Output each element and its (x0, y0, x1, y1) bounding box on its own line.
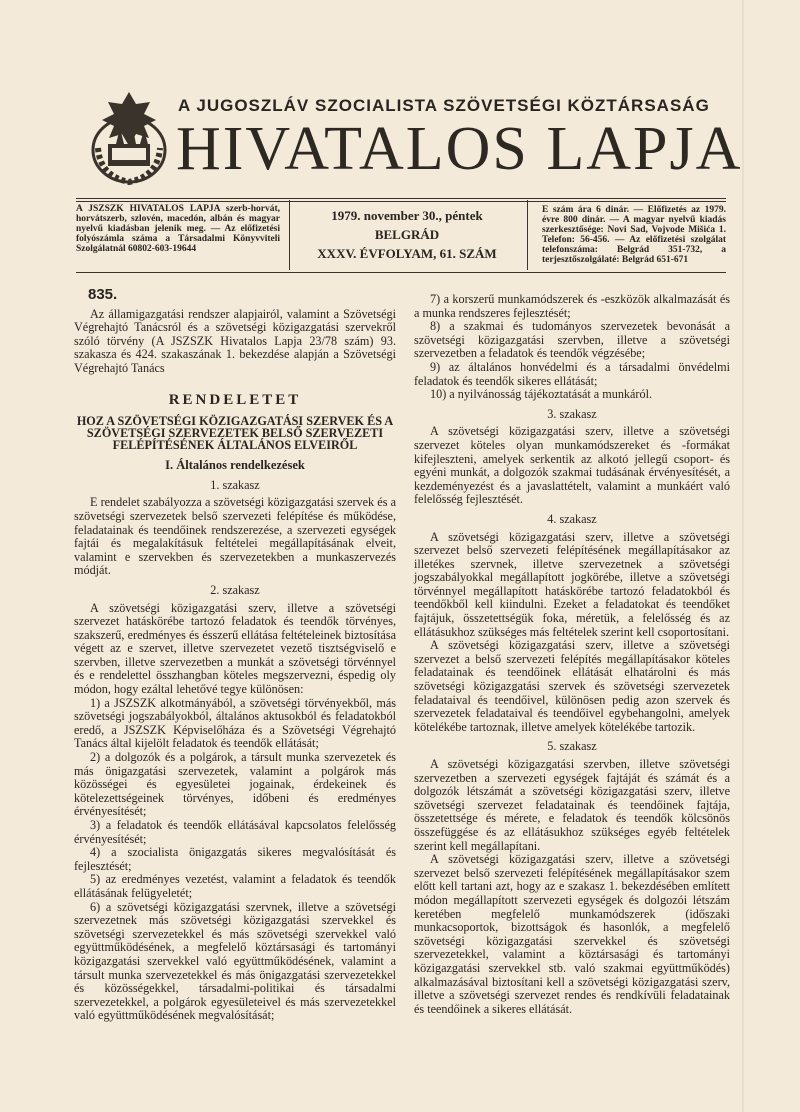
list-item: 10) a nyilvánosság tájékoztatását a munkáról. (430, 387, 653, 402)
section-5-text-b: A szövetségi közigazgatási szerv, illetve a szövetségi szervezet belső szervezeti felépítésének megállapításakor szem előtt kell tartani azt, hogy az e szakasz 1. bekezdésében említett módon megállapított szervezeti egységek és dolgozói létszám keretében megfelelő munkamódszerek (időszaki munkacsoportok, bizottságok és hasonlók, a megfelelő szövetségi közigazgatási szervekkel és szövetségi szervezetekkel, valamint a köztársasági és tartományi közigazgatási szervekkel stb. való szakmai együttműködés) alkalmazásával biztosítani kell a szövetségi közigazgatási szerv, illetve a szövetségi szervezet rendes és rendkívüli feladatainak és teendőinek a sikeres ellátását. (414, 852, 730, 1016)
document-number: 835. (88, 286, 118, 303)
issue-place: BELGRÁD (374, 227, 440, 242)
top-rule (76, 198, 726, 199)
chapter-heading: I. Általános rendelkezések (165, 458, 305, 473)
section-3-title: 3. szakasz (547, 406, 597, 421)
issue-date: 1979. november 30., péntek (331, 208, 483, 223)
divider-right (527, 200, 528, 270)
section-4-text-b: A szövetségi közigazgatási szerv, illetve a szövetségi szervezet a belső szervezeti felépítés megállapításakor köteles feladatainak és teendőinek ellátását elhatárolni és más szövetségi közigazgatási szervek és szövetségi szervezetek feladataival és teendőivel, különösen pedig azon szervek és szervezetek feladataival és teendőivel egybehangolni, amelyek kötelékébe tartoznak, illetve amelyek kötelékébe tartozik. (414, 638, 730, 734)
gazette-title: HIVATALOS LAPJA (176, 115, 743, 183)
list-item: 5) az eredményes vezetést, valamint a feladatok és teendők ellátásának felügyeletét; (74, 872, 396, 900)
price-info: E szám ára 6 dinár. — Előfizetés az 1979. évre 800 dinár. — A magyar nyelvű kiadás szerkesztősége: Novi Sad, Vojvode Mišića 1. Telefon: 56-456. — Az előfizetési szolgálat telefonszáma: Belgrád 351-732, a terjesztőszolgálaté: Belgrád 651-671 (542, 205, 726, 265)
decree-heading: RENDELETET (168, 391, 302, 408)
state-emblem-icon (86, 88, 172, 188)
section-5-text-a: A szövetségi közigazgatási szervben, illetve szövetségi szervezetben a szervezeti egységek fajtáját és számát és a dolgozók létszámát a szövetségi közigazgatási szerv, illetve szövetségi szervezet feladatainak és teendőinek fajtája, összetettsége és mérete, e feladatok és teendők kölcsönös összefüggése és az ellátásukhoz szükséges egyéb feltételek szerint kell megállapítani. (414, 757, 730, 853)
decree-subject: HOZ A SZÖVETSÉGI KÖZIGAZGATÁSI SZERVEK ÉS A SZÖVETSÉGI SZERVEZETEK BELSŐ SZERVEZETI FELÉPÍTÉSÉNEK ÁLTALÁNOS ELVEIRŐL (76, 414, 394, 453)
right-column (414, 293, 730, 1016)
republic-name: A JUGOSZLÁV SZOCIALISTA SZÖVETSÉGI KÖZTÁRSASÁG (178, 96, 710, 115)
section-4-title: 4. szakasz (547, 511, 597, 526)
list-item: 7) a korszerű munkamódszerek és -eszközök alkalmazását és a munka rendszeres fejlesztését; (414, 292, 730, 320)
issue-volume: XXXV. ÉVFOLYAM, 61. SZÁM (317, 246, 497, 261)
list-item: 3) a feladatok és teendők ellátásával kapcsolatos felelősség érvényesítését; (74, 818, 396, 846)
list-item: 1) a JSZSZK alkotmányából, a szövetségi törvényekből, más szövetségi jogszabályokból, általános aktusokból és feladatokból eredő, a JSZSZK Képviselőháza és a Szövetségi Végrehajtó Tanács által kijelölt feladatok és teendők ellátását; (74, 695, 396, 751)
section-2-title: 2. szakasz (210, 582, 260, 597)
list-item: 2) a dolgozók és a polgárok, a társult munka szervezetek és más önigazgatási szervezetek, valamint a polgárok más közösségei és egyesületei jogainak, érdekeinek és kötelezettségeinek törvényes, időbeni és eredményes érvényesítését; (74, 750, 396, 819)
edition-info: A JSZSZK HIVATALOS LAPJA szerb-horvát, horvátszerb, szlovén, macedón, albán és magyar nyelvű kiadásban jelenik meg. — Az előfizetési folyószámla száma a Társadalmi Könyvviteli Szolgálatnál 60802-603-19644 (76, 204, 280, 254)
list-item: 9) az általános honvédelmi és a társadalmi önvédelmi feladatok és teendők sikeres ellátását; (414, 359, 730, 388)
list-item: 6) a szövetségi közigazgatási szervnek, illetve a szövetségi szervezetnek más szövetségi közigazgatási szervekkel és szövetségi szervezetekkel és más szövetségi szervekkel való együttműködésének, a megfelelő köztársasági és tartományi közigazgatási szervekkel való együttműködésének, valamint a társult munka szervezetekkel és más önigazgatási szervezetekkel és közösségekkel, társadalmi-politikai és társadalmi szervezetekkel, a polgárok egyesületeivel és más szervezetekkel való együttműködésének megvalósítását; (74, 899, 396, 1023)
bottom-rule (76, 272, 726, 273)
section-2-text: A szövetségi közigazgatási szerv, illetve a szövetségi szervezet hatáskörébe tartozó feladatok és teendők törvényes, szakszerű, eredményes és ésszerű ellátása feltételeinek biztosítása végett az e szervet, illetve szervezetet vezető tisztségviselő e szervben, illetve szervezetben a munkát a szövetségi törvénnyel és e rendelettel összhangban köteles megszervezni, éspedig oly módon, hogy ezáltal lehetővé tegye különösen: (74, 600, 396, 697)
section-1-title: 1. szakasz (210, 477, 260, 492)
preamble: Az államigazgatási rendszer alapjairól, valamint a Szövetségi Végrehajtó Tanácsról és a szövetségi közigazgatási szervekről szóló törvény (A JSZSZK Hivatalos Lapja 23/78 szám) 93. szakasza és 424. szakaszának 1. bekezdése alapján a Szövetségi Végrehajtó Tanács (74, 306, 396, 375)
issue-info (296, 206, 518, 263)
list-item: 4) a szocialista önigazgatás sikeres megvalósítását és fejlesztését; (74, 845, 396, 873)
section-1-text: E rendelet szabályozza a szövetségi közigazgatási szervek és a szövetségi szervezetek belső szervezeti felépítése és működése, feladatainak és teendőinek rendszerezése, a szervezeti egységek fajtái és megalakításuk feltételei megállapításának elveit, valamint e szervekben és szervezetekben a munkaszervezés módját. (74, 495, 396, 578)
top-rule-2 (76, 201, 726, 202)
section-5-title: 5. szakasz (547, 739, 597, 754)
section-3-text: A szövetségi közigazgatási szerv, illetve a szövetségi szervezet köteles olyan munkamódszereket és -formákat kifejleszteni, amelyek serkentik az alkotó jellegű csoport- és egyéni munkát, a dolgozók szakmai tudásának érvényesítését, a kezdeményezést és a javaslattételt, valamint a munkáért való felelősség fejlesztését. (414, 424, 730, 507)
left-column (74, 288, 396, 1023)
section-4-text-a: A szövetségi közigazgatási szerv, illetve a szövetségi szervezet belső szervezeti felépítésének megállapításakor az illetékes szervnek, illetve szervezetnek a szövetségi jogszabályokkal megállapított jogkörébe, illetve a szövetségi törvénnyel megállapított hatáskörébe tartozó feladatokból és teendőkből kell kiindulni. Ezeket a feladatokat és teendőket fajtájuk, összetettségük foka, méretük, a felelősség és az ellátásukhoz szükséges más feltételek szerint kell csoportosítani. (414, 529, 730, 639)
page-crease (742, 0, 744, 1112)
list-item: 8) a szakmai és tudományos szervezetek bevonását a szövetségi közigazgatási szervben, illetve a szövetségi szervezetben a feladatok és teendők végzésébe; (414, 319, 730, 361)
divider-left (289, 200, 290, 270)
